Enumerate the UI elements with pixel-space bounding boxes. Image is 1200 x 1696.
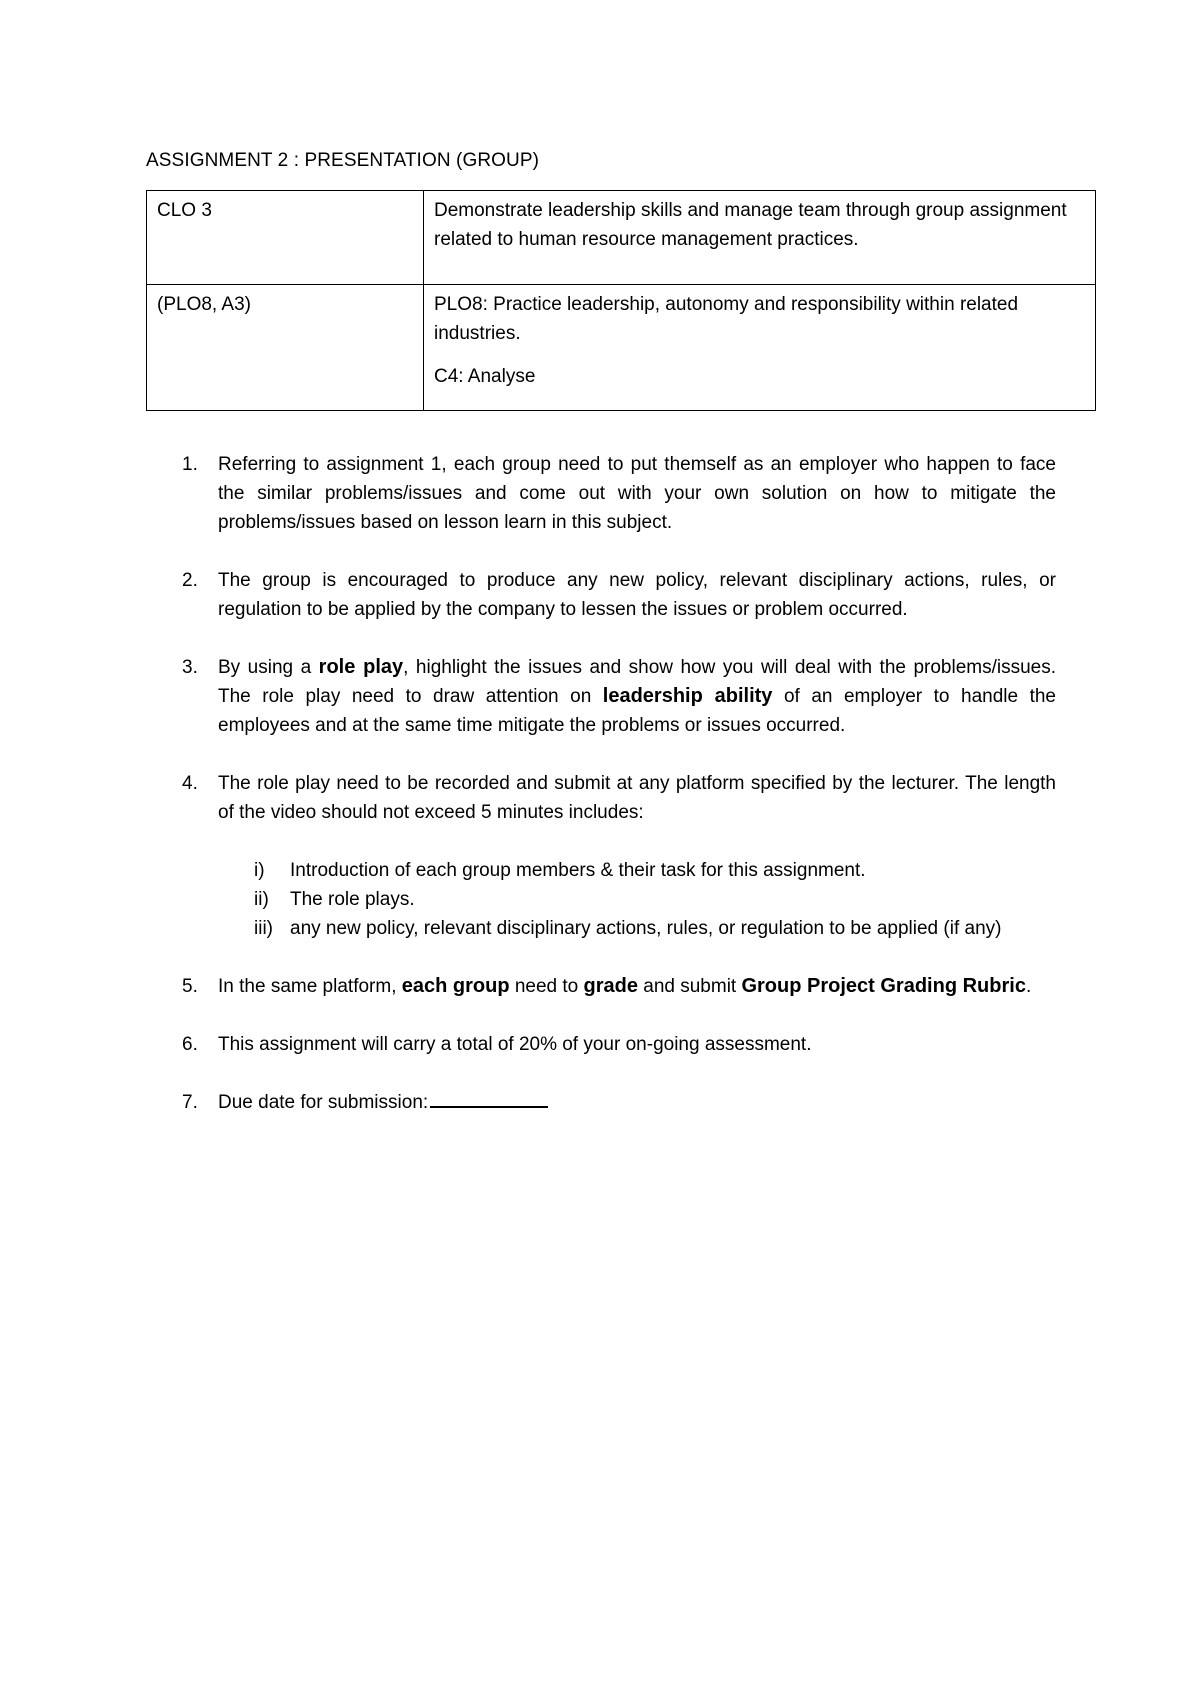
- sub-list-text: Introduction of each group members & their task for this assignment.: [290, 860, 866, 881]
- table-cell-clo: CLO 3: [147, 191, 424, 285]
- list-item: [146, 769, 1056, 943]
- list-item: [146, 1088, 1056, 1117]
- domain-level: C4: Analyse: [434, 366, 536, 387]
- list-text: of an employer to handle the employees and at the same time mitigate the problems or issues occurred.: [218, 686, 1056, 736]
- list-number: 5.: [182, 976, 198, 997]
- task-list: [146, 450, 1056, 1146]
- plo-description: PLO8: Practice leadership, autonomy and responsibility within related industries.: [434, 294, 1019, 344]
- due-date-blank: [430, 1105, 548, 1108]
- list-text: In the same platform,: [218, 976, 402, 997]
- clo-plo-table: [146, 190, 1096, 411]
- list-number: 6.: [182, 1034, 198, 1055]
- sub-list-text: any new policy, relevant disciplinary actions, rules, or regulation to be applied (if any): [290, 918, 1002, 939]
- list-text: .: [1025, 976, 1032, 997]
- table-row: [147, 191, 1096, 285]
- sub-list-item: [218, 914, 1056, 943]
- sub-list-item: [218, 856, 1056, 885]
- sub-list: [218, 856, 1056, 943]
- emphasis-grade: grade: [583, 975, 638, 997]
- emphasis-leadership-ability: leadership ability: [602, 685, 773, 707]
- sub-list-number: ii): [254, 889, 269, 910]
- list-number: 4.: [182, 773, 198, 794]
- list-text: , highlight the issues and show how you will deal with the problems/issues. The role play need to draw attention on: [218, 657, 1057, 707]
- list-item: [146, 653, 1056, 740]
- sub-list-text: The role plays.: [290, 889, 415, 910]
- sub-list-number: iii): [254, 918, 273, 939]
- list-text: The role play need to be recorded and submit at any platform specified by the lecturer. The length of the video should not exceed 5 minutes includes:: [218, 773, 1056, 823]
- emphasis-each-group: each group: [401, 975, 510, 997]
- list-item: [146, 1030, 1056, 1059]
- list-text: Referring to assignment 1, each group need to put themself as an employer who happen to face the similar problems/issues and come out with your own solution on how to mitigate the problems/issues based on lesson learn in this subject.: [218, 454, 1056, 533]
- table-cell-plo: (PLO8, A3): [147, 285, 424, 411]
- list-text: and submit: [637, 976, 742, 997]
- list-text: The group is encouraged to produce any new policy, relevant disciplinary actions, rules, or regulation to be applied by the company to lessen the issues or problem occurred.: [218, 570, 1056, 620]
- list-number: 1.: [182, 454, 198, 475]
- sub-list-item: [218, 885, 1056, 914]
- list-item: [146, 566, 1056, 624]
- emphasis-grading-rubric: Group Project Grading Rubric: [741, 975, 1026, 997]
- page-title: ASSIGNMENT 2 : PRESENTATION (GROUP): [146, 150, 540, 171]
- list-number: 3.: [182, 657, 198, 678]
- list-item: [146, 450, 1056, 537]
- list-number: 7.: [182, 1092, 198, 1113]
- table-cell-clo-description: Demonstrate leadership skills and manage team through group assignment related to human resource management practices.: [424, 191, 1096, 285]
- list-text: This assignment will carry a total of 20% of your on-going assessment.: [218, 1034, 812, 1055]
- list-text: need to: [509, 976, 584, 997]
- list-item: [146, 972, 1056, 1001]
- table-cell-plo-description: [424, 285, 1096, 411]
- list-text: By using a: [218, 657, 319, 678]
- table-row: [147, 285, 1096, 411]
- sub-list-number: i): [254, 860, 265, 881]
- list-text: Due date for submission:: [218, 1092, 429, 1113]
- list-number: 2.: [182, 570, 198, 591]
- emphasis-role-play: role play: [318, 656, 404, 678]
